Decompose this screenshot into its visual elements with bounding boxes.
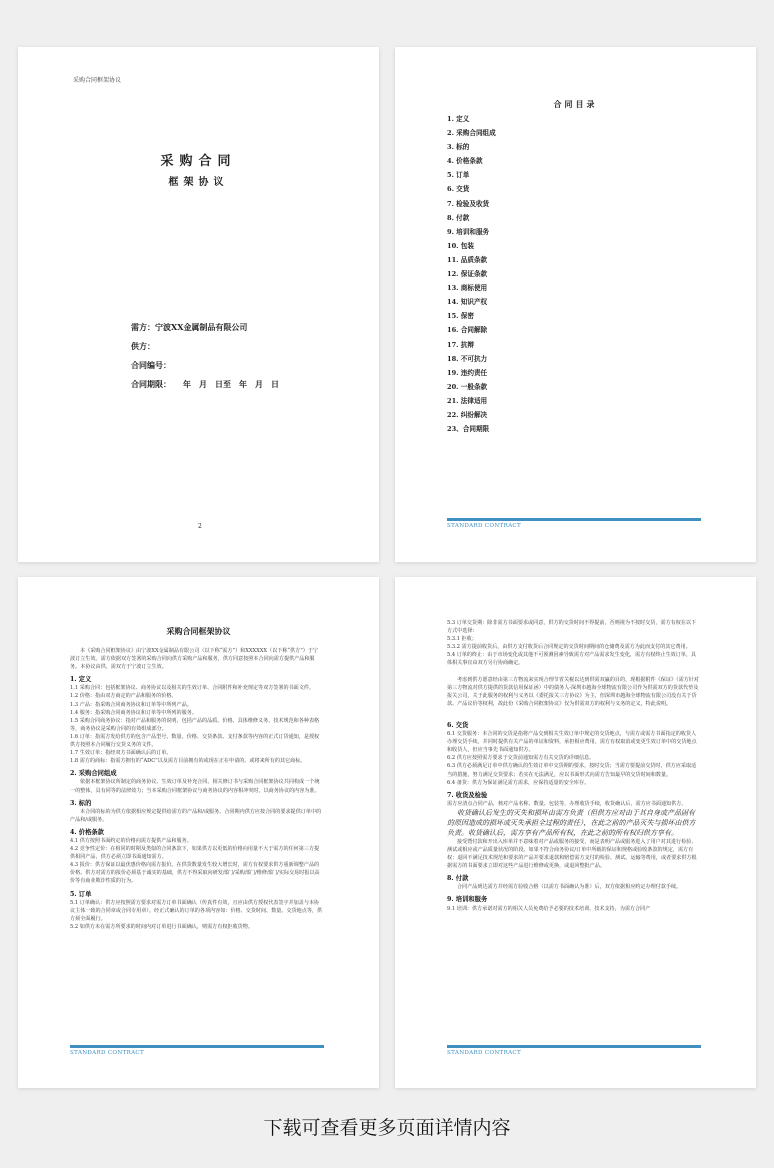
section-5-lines	[70, 899, 323, 931]
agreement-title: 采购合同框架协议	[166, 626, 231, 636]
clause-line: 6.1 交货服务：本合同的交货是指将产品交到相关生效订单中规定的交货地点，与需方或需方书面指定的收货人办理交货手续，并同时提供有关产品的单证和资料，承担相应费用，需方有权取消或变更生效订单中的交货地点和收货人，但应当事先书面通知供方。	[447, 731, 697, 754]
watermark	[535, 470, 555, 499]
section-5-continued	[447, 619, 700, 668]
agreement-page-2	[395, 577, 756, 1088]
toc-item: 2. 采购合同组成	[447, 129, 496, 138]
toc-item: 5. 订单	[447, 171, 470, 180]
toc-item: 8. 付款	[447, 213, 470, 222]
document-title: 采购合同	[160, 154, 237, 169]
footer-bar	[447, 1045, 701, 1048]
section-heading: 6. 交货	[447, 721, 469, 729]
section-1-lines	[70, 684, 323, 765]
clause-line: 4.3 报价：供方保证以最优惠价格向需方报价。在供货数量发生较大增长时，需方有权要求供方重新调整产品的价格。供方对需方的报价必须基于诚实的基础，供方不得采取向研发部门/采购部门/维修部门/实际交易时报以高价等有商业欺诈性质的行为。	[70, 862, 320, 885]
section-2-text: 依据本框架协议所制定的商务协议、生效订单及补充合同、相关修订书与采购合同框架协议共同构成一个统一的整体，具有同等的法律效力；当本采购合同框架协议与商务协议的内容相冲突时，以商务协议的内容为准。	[70, 779, 320, 794]
toc-item: 23、合同期限	[447, 425, 490, 434]
clause-line: 5.3.1 拒收；	[447, 636, 477, 643]
clause-line: 1.1 采购合同：包括框架协议、商务协议以及相关的生效订单、合同附件和补充规定等双方签署的书面文件。	[70, 685, 315, 692]
toc-item: 10. 包装	[447, 241, 474, 250]
section-7-tail: 接受暨付款和开出入库单并不意味着对产品或服务的接受，而是表明产品或服务进入了用户对其进行检验、测试或相应或产品质量状况的阶段。如果不符合商务协议/订单中所载的保证和规格或验收条款的规定，需方有权：退回不满足技术规范和要求的产品并要求退款和赔偿需方支付的检验、测试、运输等费用，或者要求供方根据需方的书面要求立即对这些产品进行维修或更换，或退回整批产品。	[447, 838, 697, 870]
clause-line: 1.8 需方的商标：指需方拥有的“ADC”以及需方目前拥有的或现在正在申请的、或将来所有的其它商标。	[70, 758, 306, 765]
footer-bar	[70, 1045, 324, 1048]
toc-item: 12. 保证条款	[447, 270, 488, 279]
toc-item: 15. 保密	[447, 312, 474, 321]
section-heading: 3. 标的	[70, 799, 92, 807]
toc-item: 22. 纠纷解决	[447, 410, 488, 419]
clause-line: 5.3.2 需方提前收货后，由供方支付收货后合同规定的交货时间期间的仓储费及需方为此而支付的其它费用。	[447, 644, 691, 651]
toc-item: 4. 价格条款	[447, 157, 483, 166]
toc-item: 19. 违约责任	[447, 368, 488, 377]
toc-item: 7. 检验及收货	[447, 199, 490, 208]
clause-line: 1.3 产品：指采购合同商务协议和订单等中所列产品。	[70, 701, 192, 708]
toc-page	[395, 47, 756, 562]
footer-bar	[447, 518, 701, 521]
toc-item: 1. 定义	[447, 115, 470, 123]
clause-line: 5.4 订单的终止：由于市场变化或其他不可预测因素导致需方对产品需求发生变化，需方有权终止生效订单，具体相关事宜由双方另行协商确定。	[447, 652, 697, 667]
toc-item: 17. 抗辩	[447, 340, 474, 349]
clause-line: 6.2 供方应按照需方要求于交货前通知需方有关交货的详细信息。	[447, 755, 595, 762]
toc-title: 合同目录	[553, 99, 598, 109]
toc-item: 18. 不可抗力	[447, 354, 488, 363]
section-heading: 5. 订单	[70, 890, 92, 898]
footer-text: STANDARD CONTRACT	[70, 1050, 145, 1056]
clause-line: 4.1 供方按照书面约定的价格向需方提供产品和服务。	[70, 837, 192, 844]
agreement-body	[70, 647, 323, 931]
contract-fields	[131, 322, 279, 398]
clause-line: 5.2 如供方未在需方所要求的时间内对订单进行书面确认，则需方有权拒收货物。	[70, 923, 253, 930]
intro-paragraph: 本《采购合同框架协议》由宁波XX金属制品有限公司（以下称“需方”）和XXXXXX（以下称“供方”）于宁波订立生效。需方依据双方签署的采购合同向供方采购产品和服务，供方同意按照本合同向需方提供产品和服务。本协议由供、需双方于宁波订立生效。	[70, 648, 319, 671]
clause-line: 6.3 供方必须满足订单中供方确认的生效订单中交货期的要求，按时交货；当需方要提前交货时，供方应采取适当的措施，努力满足交货要求；若实在无法满足，应以书面形式向需方告知最早的交货时间和数量。	[447, 763, 697, 778]
section-heading: 4. 价格条款	[70, 828, 104, 836]
toc-list	[447, 113, 496, 437]
clause-line: 1.2 价格：指由双方商定的产品和服务的价格。	[70, 693, 177, 700]
footer-text: STANDARD CONTRACT	[447, 523, 522, 529]
buyer-field: 需方：宁波XX金属制品有限公司	[131, 322, 248, 332]
clause-line: 5.1 订单确认：供方应按照需方要求对需方订单书面确认（传真件有效，且应由供方授权代表签字并加盖与本协议主体一致的合同章或合同专用章）。经正式确认的订单的各项内容如：价格、交货时间、数量、交货地点等，供方须全面履行。	[70, 899, 323, 922]
section-6-lines	[447, 730, 700, 787]
toc-item: 14. 知识产权	[447, 298, 488, 307]
section-7-emphasis: 收货确认后发生的灭失和损坏由需方负责（但供方应对由于其自身或产品固有的原因造成的损坏或灭失承担全过程的责任），在此之前的产品灭失与损坏由供方负责。收货确认后，需方享有产品所有权，在此之前的所有权归供方享有。	[447, 808, 696, 837]
section-heading: 2. 采购合同组成	[70, 770, 117, 778]
page-header: 采购合同框架协议	[73, 77, 122, 84]
clause-line: 6.4 备货：供方为保证满足需方需求，应保持适量的安全库存。	[447, 779, 590, 786]
section-9-text: 9.1 培训：供方承诺对需方的相关人员免费给予必要的技术培训、技术支持，为需方合同产	[447, 905, 651, 912]
clause-line: 1.5 采购合同商务协议：指对产品和服务的说明，包括产品的品质、价格、具体维修义务、技术规范和各种表格等，商务协议是采购合同的有效组成部分。	[70, 717, 320, 732]
download-caption: 下载可查看更多页面详情内容	[263, 1117, 511, 1139]
section-heading: 9. 培训和服务	[447, 896, 488, 904]
toc-item: 13. 商标使用	[447, 284, 488, 293]
contract-term-field: 合同期限： 年 月 日至 年 月 日	[131, 379, 279, 389]
toc-item: 11. 品质条款	[447, 255, 488, 264]
clause-line: 5.3 订单交货期：除非需方书面要求或同意，供方的交货时间不得提前，否则视为不按时交货，需方有权在以下方式中选择：	[447, 620, 697, 635]
toc-item: 20. 一般条款	[447, 382, 488, 391]
toc-item: 16. 合同解除	[447, 326, 488, 335]
clause-line: 1.4 服务：指采购合同商务协议和订单等中所列的服务。	[70, 709, 197, 716]
section-heading: 7. 收货及检验	[447, 791, 488, 799]
clause-line: 需方应清点合同产品，核对产品名称、数量、包装等，办理收货手续，收货确认后，需方应书面通知供方。	[447, 800, 687, 807]
section-4-lines	[70, 837, 323, 886]
toc-item: 21. 法律适用	[447, 396, 488, 405]
supplier-field: 供方：	[131, 341, 155, 351]
toc-item: 3. 标的	[447, 143, 470, 152]
toc-item: 6. 交货	[447, 185, 470, 194]
cover-page	[18, 47, 379, 562]
agreement-page-1	[18, 577, 379, 1088]
section-heading: 8. 付款	[447, 875, 469, 883]
clause-line: 1.6 订单：指需方发给供方的包含产品型号、数量、价格、交货条款、支付条款等内容的正式订货通知，是授权供方按照本合同履行交货义务的文件。	[70, 733, 320, 749]
section-8-text: 合同产品到达需方并经需方验收合格（以需方书面确认为准）后，双方依据相应约定办理付款手续。	[457, 884, 682, 891]
agreement-body	[447, 619, 700, 913]
toc-item: 9. 培训和服务	[447, 227, 490, 236]
clause-line: 1.7 生效订单：指经双方书面确认后的订单。	[70, 750, 172, 757]
footer-text: STANDARD CONTRACT	[447, 1050, 522, 1056]
page-number: 2	[198, 523, 202, 530]
logistics-paragraph: 考虑到供方愿意经由第三方物流来实现合理节省关税以达到供需双赢的目的，现根据附件《保证》（需方针对第三方物流对供方提供的货款信用保证函）中的债务人-深圳市越海全球物流有限公司作为供需双方的货款代垫及报关公司，关于此服务的权利与义务以《委托报关三方协议》为主，但深圳市越海全球物流有限公司没有关于货款、产品议价等权利，故此份《采购合同框架协议》仅为供需双方的权利与义务的定义，特此说明。	[447, 676, 699, 707]
section-7-lines	[447, 800, 700, 808]
document-subtitle: 框架协议	[168, 177, 229, 188]
contract-number-field: 合同编号：	[131, 360, 171, 370]
section-3-text: 本合同的标的为供方依据相应规定提供给需方的产品和/或服务。合同期内供方应按合同的要求提供订单中的产品和/或服务。	[70, 808, 322, 823]
section-heading: 1. 定义	[70, 676, 92, 684]
clause-line: 4.2 竞争性定价：在相同的时期及类似的合同条款下，如果供方以更低的价格向用量不大于需方的任何第三方提供相同产品，供方必须立即书面通知需方。	[70, 846, 320, 861]
